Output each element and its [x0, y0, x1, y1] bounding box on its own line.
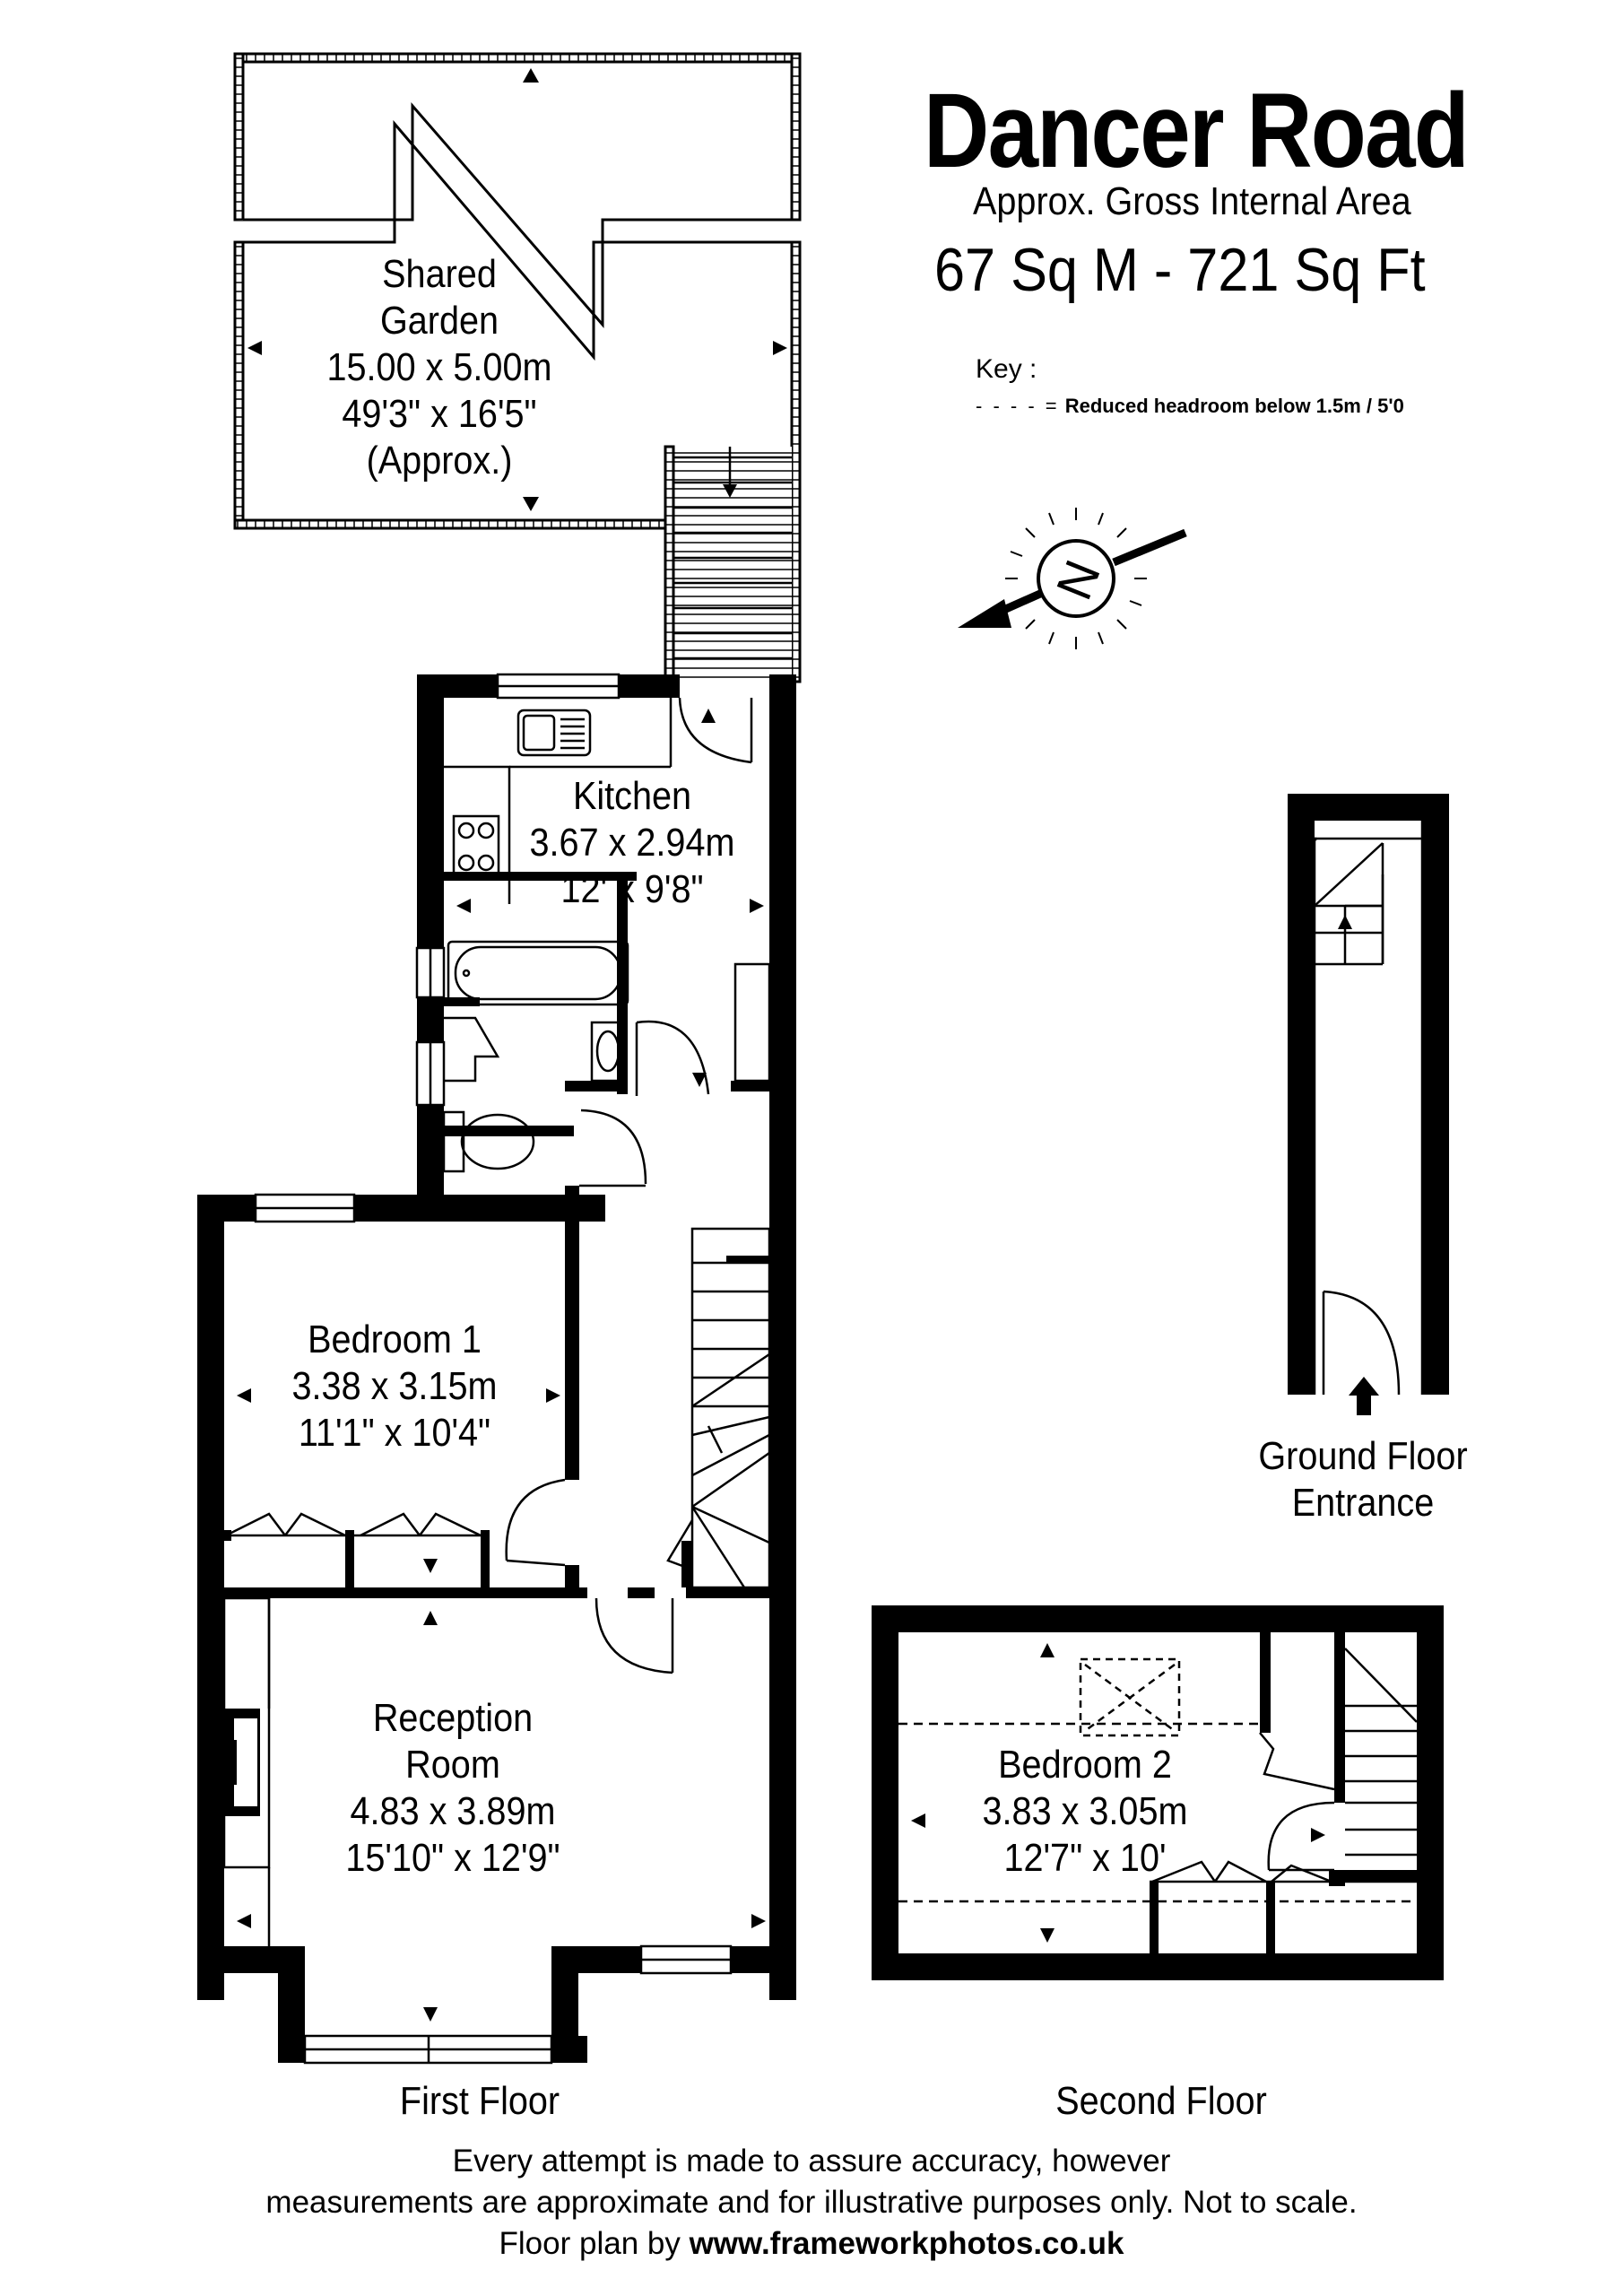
disclaimer-line-3 — [0, 2223, 1623, 2265]
gross-area: 67 Sq M - 721 Sq Ft — [934, 236, 1426, 304]
bedroom1-imperial: 11'1" x 10'4" — [298, 1410, 491, 1455]
garden-approx: (Approx.) — [366, 438, 513, 483]
garden-name-2: Garden — [379, 298, 499, 343]
room-label-reception — [332, 1695, 574, 1882]
bedroom1-metric: 3.38 x 3.15m — [291, 1363, 498, 1408]
credit-url[interactable]: www.frameworkphotos.co.uk — [689, 2226, 1124, 2262]
disclaimer-line-1: Every attempt is made to assure accuracy, however — [452, 2144, 1171, 2179]
room-label-garden — [318, 251, 560, 484]
bedroom1-name: Bedroom 1 — [308, 1318, 482, 1361]
floor-label-first: First Floor — [399, 2079, 560, 2123]
room-label-bedroom2 — [964, 1742, 1206, 1882]
key-label: Key : — [976, 354, 1037, 384]
key-dash-symbol: - - - - = — [976, 395, 1060, 417]
disclaimer-line-2: measurements are approximate and for illustrative purposes only. Not to scale. — [265, 2185, 1358, 2221]
kitchen-metric: 3.67 x 2.94m — [529, 820, 735, 865]
key-text: Reduced headroom below 1.5m / 5'0 — [1064, 395, 1404, 417]
bedroom2-imperial: 12'7" x 10' — [1003, 1835, 1167, 1880]
disclaimer-footer — [0, 2141, 1623, 2266]
garden-metric: 15.00 x 5.00m — [326, 344, 552, 389]
floor-label-second: Second Floor — [1055, 2079, 1267, 2123]
garden-name-1: Shared — [382, 252, 497, 296]
reception-imperial: 15'10" x 12'9" — [345, 1835, 560, 1880]
room-label-kitchen — [511, 773, 753, 913]
key-legend — [976, 395, 1404, 418]
room-label-bedroom1 — [273, 1317, 516, 1457]
bedroom2-metric: 3.83 x 3.05m — [982, 1788, 1188, 1833]
kitchen-name: Kitchen — [572, 774, 692, 818]
bedroom2-name: Bedroom 2 — [998, 1743, 1172, 1787]
credit-prefix: Floor plan by — [499, 2226, 690, 2262]
entrance-name-2: Entrance — [1291, 1480, 1435, 1525]
compass-letter: N — [1045, 552, 1112, 608]
entrance-name-1: Ground Floor — [1258, 1434, 1468, 1478]
ground-floor-entrance-plan — [1288, 794, 1449, 1415]
room-label-entrance — [1242, 1433, 1484, 1526]
garden-imperial: 49'3" x 16'5" — [342, 391, 537, 436]
reception-name-1: Reception — [372, 1696, 534, 1740]
area-subtitle: Approx. Gross Internal Area — [973, 179, 1411, 223]
page-title: Dancer Road — [924, 72, 1469, 190]
kitchen-imperial: 12' x 9'8" — [560, 866, 704, 911]
reception-name-2: Room — [405, 1742, 500, 1787]
reception-metric: 4.83 x 3.89m — [350, 1788, 556, 1833]
